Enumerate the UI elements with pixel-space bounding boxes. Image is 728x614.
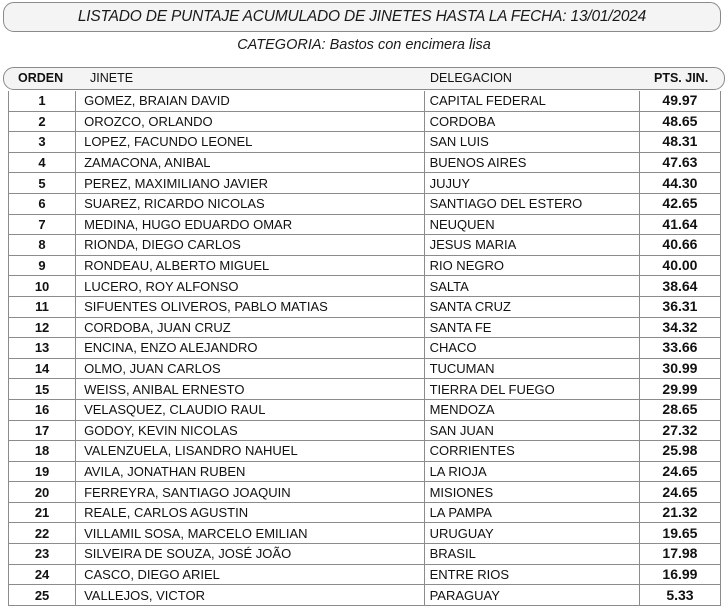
table-row xyxy=(9,276,721,297)
column-header-orden: ORDEN xyxy=(18,71,64,85)
rider-name-cell: ZAMACONA, ANIBAL xyxy=(76,152,424,173)
delegation-cell: MENDOZA xyxy=(424,399,639,420)
table-header xyxy=(3,67,725,90)
rank-cell: 4 xyxy=(9,152,76,173)
points-cell: 48.65 xyxy=(639,111,720,132)
rider-name-cell: WEISS, ANIBAL ERNESTO xyxy=(76,379,424,400)
rank-cell: 16 xyxy=(9,399,76,420)
points-cell: 17.98 xyxy=(639,544,720,565)
table-row xyxy=(9,255,721,276)
table-row xyxy=(9,132,721,153)
table-row xyxy=(9,358,721,379)
rank-cell: 17 xyxy=(9,420,76,441)
points-cell: 38.64 xyxy=(639,276,720,297)
delegation-cell: LA PAMPA xyxy=(424,502,639,523)
delegation-cell: NEUQUEN xyxy=(424,214,639,235)
points-cell: 29.99 xyxy=(639,379,720,400)
delegation-cell: CAPITAL FEDERAL xyxy=(424,91,639,111)
delegation-cell: JESUS MARIA xyxy=(424,235,639,256)
table-row xyxy=(9,235,721,256)
points-cell: 41.64 xyxy=(639,214,720,235)
rider-name-cell: MEDINA, HUGO EDUARDO OMAR xyxy=(76,214,424,235)
delegation-cell: SALTA xyxy=(424,276,639,297)
points-cell: 40.66 xyxy=(639,235,720,256)
table-row xyxy=(9,544,721,565)
delegation-cell: RIO NEGRO xyxy=(424,255,639,276)
rider-name-cell: SILVEIRA DE SOUZA, JOSÉ JOÃO xyxy=(76,544,424,565)
points-cell: 48.31 xyxy=(639,132,720,153)
points-cell: 19.65 xyxy=(639,523,720,544)
delegation-cell: CHACO xyxy=(424,338,639,359)
column-header-delegacion: DELEGACION xyxy=(430,71,512,85)
delegation-cell: SANTA CRUZ xyxy=(424,296,639,317)
rank-cell: 13 xyxy=(9,338,76,359)
rider-name-cell: GODOY, KEVIN NICOLAS xyxy=(76,420,424,441)
rider-name-cell: OROZCO, ORLANDO xyxy=(76,111,424,132)
ranking-table xyxy=(8,91,721,606)
points-cell: 21.32 xyxy=(639,502,720,523)
points-cell: 49.97 xyxy=(639,91,720,111)
delegation-cell: TIERRA DEL FUEGO xyxy=(424,379,639,400)
table-row xyxy=(9,585,721,606)
delegation-cell: TUCUMAN xyxy=(424,358,639,379)
table-row xyxy=(9,379,721,400)
rank-cell: 25 xyxy=(9,585,76,606)
points-cell: 28.65 xyxy=(639,399,720,420)
table-row xyxy=(9,482,721,503)
table-row xyxy=(9,173,721,194)
rank-cell: 8 xyxy=(9,235,76,256)
rider-name-cell: VALENZUELA, LISANDRO NAHUEL xyxy=(76,441,424,462)
page-title: LISTADO DE PUNTAJE ACUMULADO DE JINETES HASTA LA FECHA: 13/01/2024 xyxy=(77,8,647,25)
table-row xyxy=(9,564,721,585)
rider-name-cell: VILLAMIL SOSA, MARCELO EMILIAN xyxy=(76,523,424,544)
ranking-table-body xyxy=(9,91,721,605)
points-cell: 47.63 xyxy=(639,152,720,173)
table-row xyxy=(9,338,721,359)
rider-name-cell: LOPEZ, FACUNDO LEONEL xyxy=(76,132,424,153)
delegation-cell: CORRIENTES xyxy=(424,441,639,462)
rank-cell: 14 xyxy=(9,358,76,379)
table-row xyxy=(9,91,721,111)
delegation-cell: JUJUY xyxy=(424,173,639,194)
delegation-cell: SANTA FE xyxy=(424,317,639,338)
rider-name-cell: ENCINA, ENZO ALEJANDRO xyxy=(76,338,424,359)
rider-name-cell: AVILA, JONATHAN RUBEN xyxy=(76,461,424,482)
rank-cell: 5 xyxy=(9,173,76,194)
points-cell: 25.98 xyxy=(639,441,720,462)
rank-cell: 11 xyxy=(9,296,76,317)
table-row xyxy=(9,461,721,482)
rank-cell: 21 xyxy=(9,502,76,523)
points-cell: 33.66 xyxy=(639,338,720,359)
delegation-cell: SAN JUAN xyxy=(424,420,639,441)
rider-name-cell: CASCO, DIEGO ARIEL xyxy=(76,564,424,585)
rank-cell: 15 xyxy=(9,379,76,400)
delegation-cell: SAN LUIS xyxy=(424,132,639,153)
category-subtitle: CATEGORIA: Bastos con encimera lisa xyxy=(237,37,491,53)
points-cell: 34.32 xyxy=(639,317,720,338)
rank-cell: 9 xyxy=(9,255,76,276)
points-cell: 36.31 xyxy=(639,296,720,317)
rider-name-cell: RIONDA, DIEGO CARLOS xyxy=(76,235,424,256)
table-row xyxy=(9,317,721,338)
rider-name-cell: RONDEAU, ALBERTO MIGUEL xyxy=(76,255,424,276)
rank-cell: 20 xyxy=(9,482,76,503)
rider-name-cell: GOMEZ, BRAIAN DAVID xyxy=(76,91,424,111)
rider-name-cell: REALE, CARLOS AGUSTIN xyxy=(76,502,424,523)
delegation-cell: CORDOBA xyxy=(424,111,639,132)
points-cell: 24.65 xyxy=(639,482,720,503)
rank-cell: 12 xyxy=(9,317,76,338)
delegation-cell: PARAGUAY xyxy=(424,585,639,606)
table-row xyxy=(9,296,721,317)
rank-cell: 6 xyxy=(9,193,76,214)
points-cell: 27.32 xyxy=(639,420,720,441)
points-cell: 16.99 xyxy=(639,564,720,585)
rank-cell: 3 xyxy=(9,132,76,153)
delegation-cell: BRASIL xyxy=(424,544,639,565)
rider-name-cell: VALLEJOS, VICTOR xyxy=(76,585,424,606)
rank-cell: 18 xyxy=(9,441,76,462)
rider-name-cell: SUAREZ, RICARDO NICOLAS xyxy=(76,193,424,214)
delegation-cell: SANTIAGO DEL ESTERO xyxy=(424,193,639,214)
rank-cell: 22 xyxy=(9,523,76,544)
rider-name-cell: FERREYRA, SANTIAGO JOAQUIN xyxy=(76,482,424,503)
delegation-cell: MISIONES xyxy=(424,482,639,503)
rider-name-cell: VELASQUEZ, CLAUDIO RAUL xyxy=(76,399,424,420)
points-cell: 30.99 xyxy=(639,358,720,379)
title-banner xyxy=(3,2,721,32)
table-row xyxy=(9,193,721,214)
points-cell: 40.00 xyxy=(639,255,720,276)
points-cell: 44.30 xyxy=(639,173,720,194)
points-cell: 5.33 xyxy=(639,585,720,606)
rider-name-cell: CORDOBA, JUAN CRUZ xyxy=(76,317,424,338)
rider-name-cell: OLMO, JUAN CARLOS xyxy=(76,358,424,379)
rider-name-cell: SIFUENTES OLIVEROS, PABLO MATIAS xyxy=(76,296,424,317)
rank-cell: 19 xyxy=(9,461,76,482)
table-row xyxy=(9,399,721,420)
points-cell: 42.65 xyxy=(639,193,720,214)
delegation-cell: BUENOS AIRES xyxy=(424,152,639,173)
table-row xyxy=(9,152,721,173)
rank-cell: 7 xyxy=(9,214,76,235)
table-row xyxy=(9,441,721,462)
table-row xyxy=(9,214,721,235)
rider-name-cell: PEREZ, MAXIMILIANO JAVIER xyxy=(76,173,424,194)
delegation-cell: URUGUAY xyxy=(424,523,639,544)
delegation-cell: LA RIOJA xyxy=(424,461,639,482)
rank-cell: 23 xyxy=(9,544,76,565)
points-cell: 24.65 xyxy=(639,461,720,482)
rank-cell: 2 xyxy=(9,111,76,132)
table-row xyxy=(9,420,721,441)
rank-cell: 24 xyxy=(9,564,76,585)
table-row xyxy=(9,111,721,132)
table-row xyxy=(9,523,721,544)
column-header-jinete: JINETE xyxy=(90,71,134,85)
rank-cell: 10 xyxy=(9,276,76,297)
delegation-cell: ENTRE RIOS xyxy=(424,564,639,585)
table-row xyxy=(9,502,721,523)
rider-name-cell: LUCERO, ROY ALFONSO xyxy=(76,276,424,297)
rank-cell: 1 xyxy=(9,91,76,111)
column-header-pts: PTS. JIN. xyxy=(654,71,709,85)
